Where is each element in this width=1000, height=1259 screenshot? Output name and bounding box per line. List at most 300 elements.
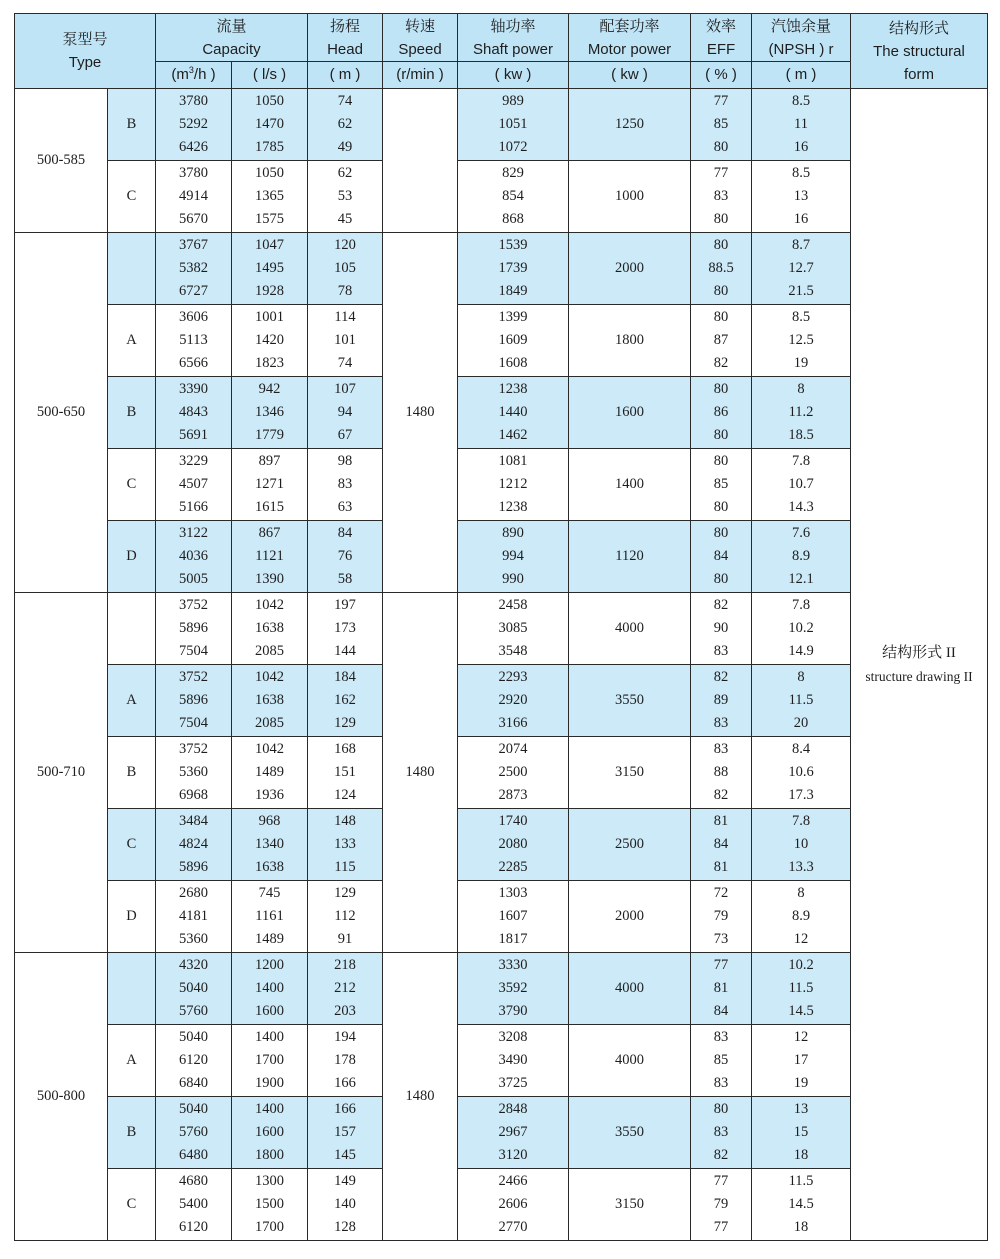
npsh-cell-value: 12.7 bbox=[788, 260, 814, 276]
npsh-cell-value: 12 bbox=[793, 1029, 809, 1045]
capacity-ls-cell-value: 1600 bbox=[255, 1124, 284, 1140]
shaft-power-cell-value: 1739 bbox=[498, 260, 528, 276]
eff-cell-value: 85 bbox=[713, 116, 729, 132]
eff-cell-value: 81 bbox=[713, 980, 729, 996]
header-head-en: Head bbox=[327, 40, 363, 58]
capacity-ls-cell bbox=[232, 953, 308, 1025]
capacity-ls-cell bbox=[232, 665, 308, 737]
capacity-m3h-cell bbox=[156, 953, 232, 1025]
capacity-m3h-cell bbox=[156, 89, 232, 161]
variant-cell: A bbox=[108, 665, 156, 737]
npsh-cell-value: 14.9 bbox=[788, 643, 814, 659]
header-npsh bbox=[752, 14, 851, 62]
motor-power-cell: 3150 bbox=[569, 737, 691, 809]
head-cell bbox=[308, 449, 383, 521]
head-cell bbox=[308, 1025, 383, 1097]
unit-cap-m3h-sup: 3 bbox=[188, 65, 194, 75]
eff-cell-value: 87 bbox=[713, 332, 729, 348]
pump-type-cell: 500-585 bbox=[15, 89, 108, 233]
speed-cell: 1480 bbox=[383, 233, 458, 593]
capacity-m3h-cell-value: 5166 bbox=[179, 499, 208, 515]
head-cell-value: 129 bbox=[334, 715, 356, 731]
capacity-ls-cell-value: 1121 bbox=[255, 548, 284, 564]
head-cell-value: 144 bbox=[334, 643, 356, 659]
variant-cell: A bbox=[108, 305, 156, 377]
npsh-cell-value: 18.5 bbox=[788, 427, 814, 443]
head-cell-value: 151 bbox=[334, 764, 356, 780]
capacity-m3h-cell-value: 6968 bbox=[179, 787, 208, 803]
head-cell-value: 212 bbox=[334, 980, 356, 996]
speed-cell: 1480 bbox=[383, 593, 458, 953]
variant-cell: C bbox=[108, 161, 156, 233]
speed-cell: 1480 bbox=[383, 953, 458, 1241]
head-cell-value: 74 bbox=[337, 355, 353, 371]
eff-cell bbox=[691, 233, 752, 305]
capacity-m3h-cell-value: 3122 bbox=[179, 525, 208, 541]
motor-power-cell: 3150 bbox=[569, 1169, 691, 1241]
eff-cell bbox=[691, 161, 752, 233]
eff-cell-value: 83 bbox=[713, 1029, 729, 1045]
head-cell-value: 184 bbox=[334, 669, 356, 685]
npsh-cell-value: 20 bbox=[793, 715, 809, 731]
npsh-cell-value: 17.3 bbox=[788, 787, 814, 803]
capacity-m3h-cell bbox=[156, 1025, 232, 1097]
header-speed bbox=[383, 14, 458, 62]
capacity-m3h-cell-value: 4843 bbox=[179, 404, 208, 420]
shaft-power-cell-value: 854 bbox=[502, 188, 524, 204]
table-row bbox=[15, 521, 988, 593]
head-cell-value: 58 bbox=[337, 571, 353, 587]
npsh-cell-value: 8.9 bbox=[791, 908, 811, 924]
capacity-ls-cell-value: 1042 bbox=[255, 741, 284, 757]
eff-cell-value: 80 bbox=[713, 283, 729, 299]
head-cell-value: 145 bbox=[334, 1147, 356, 1163]
shaft-power-cell-value: 868 bbox=[502, 211, 524, 227]
capacity-ls-cell-value: 1638 bbox=[255, 620, 284, 636]
capacity-m3h-cell-value: 3229 bbox=[179, 453, 208, 469]
npsh-cell-value: 8.9 bbox=[791, 548, 811, 564]
shaft-power-cell-value: 2074 bbox=[498, 741, 528, 757]
capacity-m3h-cell-value: 7504 bbox=[179, 715, 208, 731]
eff-cell bbox=[691, 737, 752, 809]
capacity-m3h-cell-value: 4680 bbox=[179, 1173, 208, 1189]
head-cell bbox=[308, 377, 383, 449]
npsh-cell-value: 14.5 bbox=[788, 1196, 814, 1212]
shaft-power-cell bbox=[458, 1025, 569, 1097]
capacity-m3h-cell-value: 3752 bbox=[179, 597, 208, 613]
eff-cell-value: 82 bbox=[713, 597, 729, 613]
speed-cell bbox=[383, 89, 458, 233]
eff-cell-value: 84 bbox=[713, 548, 729, 564]
unit-cap-m3h-pre: (m bbox=[171, 66, 189, 83]
capacity-m3h-cell-value: 5005 bbox=[179, 571, 208, 587]
shaft-power-cell-value: 2606 bbox=[498, 1196, 528, 1212]
head-cell-value: 62 bbox=[337, 116, 353, 132]
header-shaft-en: Shaft power bbox=[472, 40, 554, 58]
eff-cell-value: 83 bbox=[713, 741, 729, 757]
npsh-cell-value: 19 bbox=[793, 355, 809, 371]
capacity-m3h-cell bbox=[156, 881, 232, 953]
head-cell-value: 148 bbox=[334, 813, 356, 829]
eff-cell-value: 80 bbox=[713, 309, 729, 325]
npsh-cell-value: 8 bbox=[797, 669, 805, 685]
npsh-cell-value: 10.6 bbox=[788, 764, 814, 780]
head-cell-value: 124 bbox=[334, 787, 356, 803]
capacity-m3h-cell-value: 4914 bbox=[179, 188, 208, 204]
capacity-m3h-cell-value: 2680 bbox=[179, 885, 208, 901]
capacity-ls-cell-value: 1050 bbox=[255, 165, 284, 181]
head-cell bbox=[308, 737, 383, 809]
capacity-m3h-cell-value: 4036 bbox=[179, 548, 208, 564]
npsh-cell-value: 10 bbox=[793, 836, 809, 852]
capacity-m3h-cell-value: 5360 bbox=[179, 931, 208, 947]
capacity-m3h-cell bbox=[156, 521, 232, 593]
npsh-cell bbox=[752, 881, 851, 953]
capacity-m3h-cell-value: 5400 bbox=[179, 1196, 208, 1212]
capacity-m3h-cell-value: 5360 bbox=[179, 764, 208, 780]
unit-speed: (r/min ) bbox=[383, 62, 458, 89]
head-cell-value: 173 bbox=[334, 620, 356, 636]
shaft-power-cell-value: 1238 bbox=[498, 499, 528, 515]
capacity-ls-cell-value: 1346 bbox=[255, 404, 284, 420]
eff-cell-value: 80 bbox=[713, 139, 729, 155]
shaft-power-cell bbox=[458, 161, 569, 233]
eff-cell-value: 85 bbox=[713, 476, 729, 492]
head-cell-value: 133 bbox=[334, 836, 356, 852]
head-cell bbox=[308, 593, 383, 665]
head-cell-value: 105 bbox=[334, 260, 356, 276]
header-type-en: Type bbox=[68, 54, 102, 71]
head-cell bbox=[308, 665, 383, 737]
capacity-ls-cell-value: 1400 bbox=[255, 980, 284, 996]
eff-cell-value: 80 bbox=[713, 237, 729, 253]
capacity-ls-cell bbox=[232, 881, 308, 953]
npsh-cell-value: 7.8 bbox=[791, 453, 811, 469]
capacity-ls-cell-value: 1500 bbox=[255, 1196, 284, 1212]
shaft-power-cell-value: 990 bbox=[502, 571, 524, 587]
head-cell bbox=[308, 1169, 383, 1241]
head-cell bbox=[308, 953, 383, 1025]
shaft-power-cell bbox=[458, 737, 569, 809]
npsh-cell bbox=[752, 665, 851, 737]
npsh-cell-value: 8 bbox=[797, 381, 805, 397]
shaft-power-cell-value: 1238 bbox=[498, 381, 528, 397]
npsh-cell bbox=[752, 521, 851, 593]
capacity-ls-cell-value: 867 bbox=[258, 525, 281, 541]
shaft-power-cell-value: 1072 bbox=[498, 139, 528, 155]
shaft-power-cell bbox=[458, 1169, 569, 1241]
npsh-cell-value: 12 bbox=[793, 931, 809, 947]
header-capacity bbox=[156, 14, 308, 62]
eff-cell bbox=[691, 1025, 752, 1097]
eff-cell-value: 80 bbox=[713, 427, 729, 443]
eff-cell bbox=[691, 593, 752, 665]
pump-type-cell: 500-800 bbox=[15, 953, 108, 1241]
capacity-ls-cell-value: 968 bbox=[258, 813, 281, 829]
npsh-cell bbox=[752, 1169, 851, 1241]
eff-cell-value: 77 bbox=[713, 165, 729, 181]
capacity-ls-cell bbox=[232, 809, 308, 881]
header-type-cn: 泵型号 bbox=[62, 31, 108, 48]
eff-cell bbox=[691, 953, 752, 1025]
table-row bbox=[15, 377, 988, 449]
motor-power-cell: 1600 bbox=[569, 377, 691, 449]
npsh-cell-value: 8.4 bbox=[791, 741, 811, 757]
shaft-power-cell bbox=[458, 809, 569, 881]
capacity-ls-cell bbox=[232, 521, 308, 593]
eff-cell-value: 83 bbox=[713, 1124, 729, 1140]
capacity-m3h-cell-value: 5113 bbox=[179, 332, 208, 348]
eff-cell-value: 77 bbox=[713, 93, 729, 109]
capacity-m3h-cell-value: 4181 bbox=[179, 908, 208, 924]
table-row bbox=[15, 89, 988, 161]
shaft-power-cell-value: 3166 bbox=[498, 715, 528, 731]
shaft-power-cell-value: 2920 bbox=[498, 692, 528, 708]
unit-cap-m3h bbox=[156, 62, 232, 89]
motor-power-cell: 4000 bbox=[569, 953, 691, 1025]
capacity-ls-cell-value: 1495 bbox=[255, 260, 284, 276]
header-structure bbox=[851, 14, 988, 89]
eff-cell bbox=[691, 881, 752, 953]
head-cell-value: 162 bbox=[334, 692, 356, 708]
shaft-power-cell bbox=[458, 305, 569, 377]
capacity-m3h-cell bbox=[156, 1169, 232, 1241]
capacity-m3h-cell bbox=[156, 449, 232, 521]
capacity-ls-cell-value: 1600 bbox=[255, 1003, 284, 1019]
eff-cell bbox=[691, 89, 752, 161]
capacity-m3h-cell bbox=[156, 233, 232, 305]
shaft-power-cell-value: 890 bbox=[502, 525, 524, 541]
shaft-power-cell bbox=[458, 89, 569, 161]
unit-eff: ( % ) bbox=[691, 62, 752, 89]
head-cell-value: 83 bbox=[337, 476, 353, 492]
eff-cell-value: 81 bbox=[713, 859, 729, 875]
header-structure-en2: form bbox=[904, 65, 934, 83]
capacity-ls-cell-value: 1489 bbox=[255, 931, 284, 947]
shaft-power-cell-value: 3592 bbox=[498, 980, 528, 996]
eff-cell bbox=[691, 1097, 752, 1169]
motor-power-cell: 1250 bbox=[569, 89, 691, 161]
capacity-m3h-cell bbox=[156, 161, 232, 233]
shaft-power-cell-value: 1051 bbox=[498, 116, 528, 132]
npsh-cell-value: 16 bbox=[793, 211, 809, 227]
variant-cell: A bbox=[108, 1025, 156, 1097]
shaft-power-cell bbox=[458, 665, 569, 737]
variant-cell: B bbox=[108, 737, 156, 809]
eff-cell-value: 80 bbox=[713, 453, 729, 469]
pump-type-cell: 500-650 bbox=[15, 233, 108, 593]
head-cell-value: 128 bbox=[334, 1219, 356, 1235]
motor-power-cell: 4000 bbox=[569, 1025, 691, 1097]
shaft-power-cell-value: 3490 bbox=[498, 1052, 528, 1068]
head-cell bbox=[308, 89, 383, 161]
npsh-cell-value: 18 bbox=[793, 1147, 809, 1163]
npsh-cell bbox=[752, 1025, 851, 1097]
capacity-m3h-cell-value: 3767 bbox=[179, 237, 208, 253]
variant-cell bbox=[108, 593, 156, 665]
shaft-power-cell-value: 3330 bbox=[498, 957, 528, 973]
header-type bbox=[15, 14, 156, 89]
eff-cell bbox=[691, 305, 752, 377]
shaft-power-cell-value: 1817 bbox=[498, 931, 528, 947]
capacity-ls-cell-value: 942 bbox=[258, 381, 281, 397]
capacity-ls-cell-value: 1700 bbox=[255, 1052, 284, 1068]
eff-cell-value: 80 bbox=[713, 525, 729, 541]
eff-cell bbox=[691, 809, 752, 881]
header-npsh-en: (NPSH ) r bbox=[768, 40, 834, 58]
capacity-ls-cell-value: 1936 bbox=[255, 787, 284, 803]
capacity-m3h-cell-value: 7504 bbox=[179, 643, 208, 659]
header-motor-cn: 配套功率 bbox=[599, 17, 660, 35]
npsh-cell bbox=[752, 737, 851, 809]
shaft-power-cell-value: 1539 bbox=[498, 237, 528, 253]
head-cell-value: 166 bbox=[334, 1101, 356, 1117]
head-cell-value: 140 bbox=[334, 1196, 356, 1212]
eff-cell-value: 83 bbox=[713, 188, 729, 204]
npsh-cell-value: 21.5 bbox=[788, 283, 814, 299]
eff-cell-value: 90 bbox=[713, 620, 729, 636]
capacity-ls-cell-value: 1400 bbox=[255, 1101, 284, 1117]
motor-power-cell: 4000 bbox=[569, 593, 691, 665]
shaft-power-cell-value: 1608 bbox=[498, 355, 528, 371]
head-cell-value: 45 bbox=[337, 211, 353, 227]
capacity-ls-cell-value: 1800 bbox=[255, 1147, 284, 1163]
unit-cap-ls: ( l/s ) bbox=[232, 62, 308, 89]
shaft-power-cell-value: 2967 bbox=[498, 1124, 528, 1140]
capacity-ls-cell-value: 1823 bbox=[255, 355, 284, 371]
structure-label-cn: 结构形式 II bbox=[882, 644, 956, 661]
capacity-m3h-cell-value: 3752 bbox=[179, 669, 208, 685]
capacity-m3h-cell-value: 6566 bbox=[179, 355, 208, 371]
head-cell-value: 112 bbox=[334, 908, 356, 924]
capacity-m3h-cell bbox=[156, 809, 232, 881]
npsh-cell-value: 17 bbox=[793, 1052, 809, 1068]
capacity-ls-cell-value: 1700 bbox=[255, 1219, 284, 1235]
capacity-m3h-cell-value: 6120 bbox=[179, 1219, 208, 1235]
head-cell-value: 115 bbox=[334, 859, 356, 875]
head-cell bbox=[308, 809, 383, 881]
pump-performance-table bbox=[14, 13, 988, 1241]
npsh-cell bbox=[752, 1097, 851, 1169]
npsh-cell-value: 8.5 bbox=[791, 165, 811, 181]
shaft-power-cell-value: 1609 bbox=[498, 332, 528, 348]
eff-cell-value: 77 bbox=[713, 957, 729, 973]
head-cell bbox=[308, 233, 383, 305]
capacity-ls-cell bbox=[232, 449, 308, 521]
capacity-m3h-cell bbox=[156, 665, 232, 737]
header-speed-en: Speed bbox=[398, 40, 442, 58]
capacity-m3h-cell bbox=[156, 305, 232, 377]
capacity-ls-cell-value: 1489 bbox=[255, 764, 284, 780]
capacity-ls-cell-value: 1420 bbox=[255, 332, 284, 348]
capacity-m3h-cell-value: 6727 bbox=[179, 283, 208, 299]
head-cell-value: 62 bbox=[337, 165, 353, 181]
npsh-cell-value: 13.3 bbox=[788, 859, 814, 875]
table-row bbox=[15, 809, 988, 881]
header-npsh-cn: 汽蚀余量 bbox=[770, 17, 831, 35]
eff-cell-value: 77 bbox=[713, 1173, 729, 1189]
capacity-m3h-cell-value: 5691 bbox=[179, 427, 208, 443]
npsh-cell-value: 8.5 bbox=[791, 309, 811, 325]
header-head bbox=[308, 14, 383, 62]
eff-cell-value: 72 bbox=[713, 885, 729, 901]
header-structure-cn: 结构形式 bbox=[888, 19, 949, 37]
variant-cell: D bbox=[108, 881, 156, 953]
capacity-m3h-cell-value: 5896 bbox=[179, 620, 208, 636]
table-row bbox=[15, 449, 988, 521]
npsh-cell-value: 14.5 bbox=[788, 1003, 814, 1019]
head-cell-value: 49 bbox=[337, 139, 353, 155]
structure-label-en: structure drawing II bbox=[865, 668, 973, 684]
capacity-ls-cell bbox=[232, 305, 308, 377]
eff-cell-value: 82 bbox=[713, 355, 729, 371]
npsh-cell bbox=[752, 89, 851, 161]
eff-cell bbox=[691, 665, 752, 737]
unit-npsh: ( m ) bbox=[752, 62, 851, 89]
shaft-power-cell-value: 3790 bbox=[498, 1003, 528, 1019]
head-cell-value: 78 bbox=[337, 283, 353, 299]
npsh-cell bbox=[752, 809, 851, 881]
shaft-power-cell bbox=[458, 1097, 569, 1169]
table-row bbox=[15, 881, 988, 953]
npsh-cell bbox=[752, 233, 851, 305]
capacity-ls-cell-value: 897 bbox=[258, 453, 281, 469]
shaft-power-cell bbox=[458, 233, 569, 305]
capacity-m3h-cell-value: 3484 bbox=[179, 813, 208, 829]
variant-cell: C bbox=[108, 1169, 156, 1241]
npsh-cell-value: 13 bbox=[793, 1101, 809, 1117]
shaft-power-cell-value: 1849 bbox=[498, 283, 528, 299]
variant-cell bbox=[108, 953, 156, 1025]
npsh-cell-value: 12.1 bbox=[788, 571, 814, 587]
shaft-power-cell-value: 994 bbox=[502, 548, 524, 564]
header-capacity-cn: 流量 bbox=[216, 17, 247, 35]
shaft-power-cell-value: 829 bbox=[502, 165, 524, 181]
head-cell-value: 149 bbox=[334, 1173, 356, 1189]
eff-cell-value: 82 bbox=[713, 787, 729, 803]
npsh-cell-value: 10.2 bbox=[788, 957, 814, 973]
head-cell-value: 91 bbox=[337, 931, 353, 947]
motor-power-cell: 2000 bbox=[569, 233, 691, 305]
head-cell-value: 166 bbox=[334, 1075, 356, 1091]
npsh-cell bbox=[752, 953, 851, 1025]
unit-motor: ( kw ) bbox=[569, 62, 691, 89]
capacity-ls-cell bbox=[232, 1169, 308, 1241]
npsh-cell bbox=[752, 161, 851, 233]
npsh-cell bbox=[752, 449, 851, 521]
eff-cell-value: 83 bbox=[713, 643, 729, 659]
shaft-power-cell-value: 3725 bbox=[498, 1075, 528, 1091]
head-cell-value: 67 bbox=[337, 427, 353, 443]
capacity-ls-cell-value: 1001 bbox=[255, 309, 284, 325]
table-row bbox=[15, 953, 988, 1025]
eff-cell bbox=[691, 1169, 752, 1241]
header-capacity-en: Capacity bbox=[202, 40, 261, 58]
capacity-ls-cell-value: 1340 bbox=[255, 836, 284, 852]
head-cell bbox=[308, 1097, 383, 1169]
capacity-ls-cell-value: 745 bbox=[258, 885, 281, 901]
head-cell bbox=[308, 521, 383, 593]
header-structure-en1: The structural bbox=[873, 42, 965, 60]
unit-head: ( m ) bbox=[308, 62, 383, 89]
variant-cell: B bbox=[108, 1097, 156, 1169]
shaft-power-cell-value: 2500 bbox=[498, 764, 528, 780]
header-speed-cn: 转速 bbox=[404, 17, 435, 35]
head-cell-value: 129 bbox=[334, 885, 356, 901]
capacity-ls-cell-value: 1390 bbox=[255, 571, 284, 587]
capacity-m3h-cell-value: 3780 bbox=[179, 93, 208, 109]
capacity-ls-cell bbox=[232, 1025, 308, 1097]
